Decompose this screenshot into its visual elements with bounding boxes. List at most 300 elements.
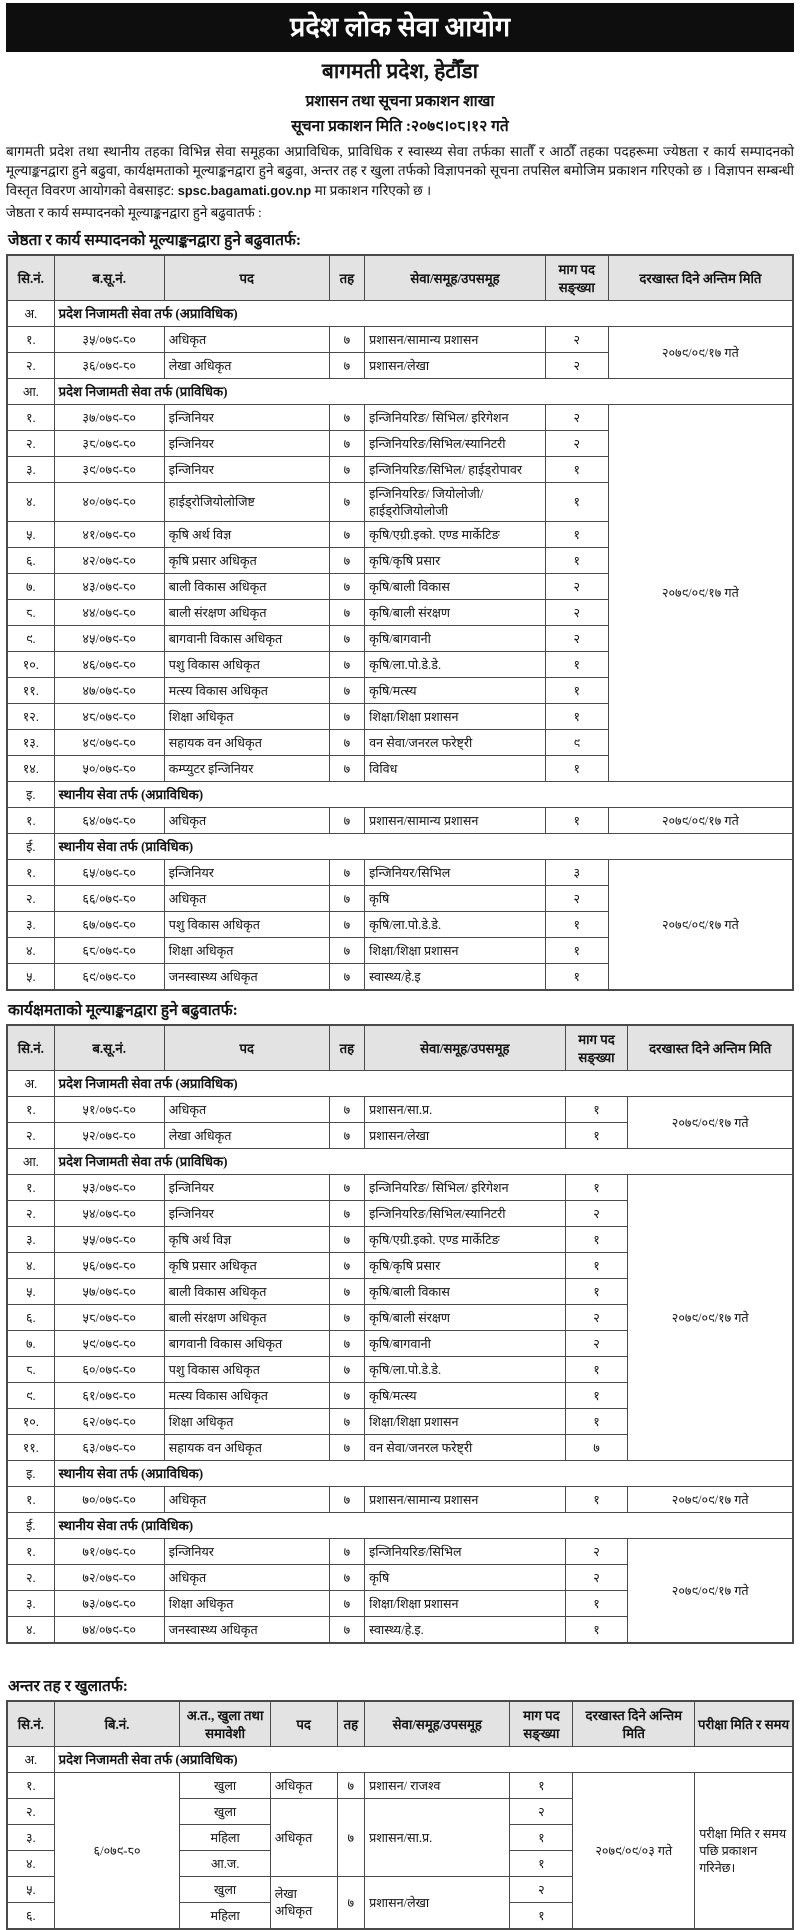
column-header: तह xyxy=(329,1025,364,1071)
table-cell: १ xyxy=(545,755,608,781)
table-cell: ७४/०७९-८० xyxy=(54,1616,164,1643)
table-cell: कृषि/ला.पो.डे.डे. xyxy=(365,911,546,937)
table-cell: परीक्षा मिति र समय पछि प्रकाशन गरिनेछ। xyxy=(695,1772,793,1929)
table-cell: अ. xyxy=(7,1070,54,1096)
table-cell: इन्जिनियरिङ/सिभिल xyxy=(365,1538,565,1564)
column-header: तह xyxy=(329,255,364,301)
table-cell: ५. xyxy=(7,1876,54,1902)
table-cell: आ. xyxy=(7,1148,54,1174)
table-cell: ६९/०७९-८० xyxy=(54,963,164,990)
table-cell: कृषि प्रसार अधिकृत xyxy=(164,547,329,573)
table-cell: ३५/०७९-८० xyxy=(54,326,164,352)
table-cell: इन्जिनियरिङ/सिभिल/स्यानिटरी xyxy=(365,430,546,456)
table-cell: १ xyxy=(510,1772,573,1798)
table-cell: ३. xyxy=(7,1590,54,1616)
table-cell: ४. xyxy=(7,1616,54,1643)
table-cell: ३६/०७९-८० xyxy=(54,352,164,378)
table-cell: बागवानी विकास अधिकृत xyxy=(164,625,329,651)
table-cell: प्रशासन/लेखा xyxy=(365,352,546,378)
table-header-row xyxy=(7,255,793,301)
column-header: ब.सू.नं. xyxy=(54,1025,164,1071)
table-cell: १ xyxy=(545,937,608,963)
table-cell: २ xyxy=(545,352,608,378)
table-cell: २ xyxy=(565,1538,628,1564)
table-cell: सहायक वन अधिकृत xyxy=(164,1434,329,1460)
table-cell: हाईड्रोजियोलोजिष्ट xyxy=(164,482,329,521)
table-cell: इन्जिनियर/सिभिल xyxy=(365,859,546,885)
table-cell: ७ xyxy=(329,404,364,430)
performance-promotion-table-container xyxy=(6,1024,794,1644)
table-cell: ४४/०७९-८० xyxy=(54,599,164,625)
table-cell: २ xyxy=(565,1330,628,1356)
table-cell: ६५/०७९-८० xyxy=(54,859,164,885)
notice-body-text-end: मा प्रकाशन गरिएको छ । xyxy=(311,182,432,198)
table-cell: १ xyxy=(545,651,608,677)
table-cell: ७ xyxy=(329,937,364,963)
table-cell: ७. xyxy=(7,573,54,599)
table-cell: १ xyxy=(545,547,608,573)
table-cell: २ xyxy=(545,599,608,625)
table-cell: ६४/०७९-८० xyxy=(54,807,164,833)
table-cell: इन्जिनियरिङ/ सिभिल/ इरिगेशन xyxy=(365,1174,565,1200)
table-cell: ४२/०७९-८० xyxy=(54,547,164,573)
column-header: सेवा/समूह/उपसमूह xyxy=(365,1025,565,1071)
column-header: माग पद सङ्ख्या xyxy=(545,255,608,301)
table-cell: ७ xyxy=(329,1356,364,1382)
table-cell: आ. xyxy=(7,378,54,404)
table-cell: ७ xyxy=(337,1798,365,1876)
table-cell: १ xyxy=(545,521,608,547)
table-cell: इन्जिनियर xyxy=(164,859,329,885)
table-row xyxy=(7,1174,793,1200)
table-cell: ६३/०७९-८० xyxy=(54,1434,164,1460)
table-cell: ५३/०७९-८० xyxy=(54,1174,164,1200)
table-cell: इ. xyxy=(7,1460,54,1486)
table-cell: कृषि/मत्स्य xyxy=(365,677,546,703)
branch-line: प्रशासन तथा सूचना प्रकाशन शाखा xyxy=(305,93,495,110)
table-cell: ७ xyxy=(337,1876,365,1929)
table-cell: २. xyxy=(7,885,54,911)
table-cell: कृषि/एग्री.इको. एण्ड मार्केटिङ xyxy=(365,521,546,547)
table-cell: कृषि/बाली संरक्षण xyxy=(365,599,546,625)
table-cell: १. xyxy=(7,859,54,885)
table-cell: २०७९/०९/१७ गते xyxy=(628,1096,793,1148)
table-cell: इन्जिनियर xyxy=(164,1200,329,1226)
table-cell: प्रशासन/सामान्य प्रशासन xyxy=(365,1486,565,1512)
table-cell: खुला xyxy=(180,1798,270,1824)
table-row xyxy=(7,859,793,885)
section-title-cell: प्रदेश निजामती सेवा तर्फ (अप्राविधिक) xyxy=(54,1746,793,1772)
table-cell: ७ xyxy=(329,1486,364,1512)
table-cell: आ.ज. xyxy=(180,1850,270,1876)
table-cell: कृषि/मत्स्य xyxy=(365,1382,565,1408)
table-cell: महिला xyxy=(180,1824,270,1850)
table-cell: १ xyxy=(565,1226,628,1252)
table-cell: २ xyxy=(545,885,608,911)
table-cell: ४३/०७९-८० xyxy=(54,573,164,599)
table-row xyxy=(7,1096,793,1122)
table-cell: ५. xyxy=(7,521,54,547)
table-cell: कृषि प्रसार अधिकृत xyxy=(164,1252,329,1278)
column-header: सि.नं. xyxy=(7,255,54,301)
table-cell: १२. xyxy=(7,703,54,729)
table-cell: १. xyxy=(7,1174,54,1200)
table-title-performance-promotion: कार्यक्षमताको मूल्याङ्कनद्वारा हुने बढुवातर्फ: xyxy=(8,1001,238,1019)
column-header: पद xyxy=(270,1701,337,1747)
table-cell: जनस्वास्थ्य अधिकृत xyxy=(164,1616,329,1643)
column-header: परीक्षा मिति र समय xyxy=(695,1701,793,1747)
table-cell: ६८/०७९-८० xyxy=(54,937,164,963)
table-cell: ७ xyxy=(329,1278,364,1304)
table-cell: प्रशासन/सा.प्र. xyxy=(365,1798,510,1876)
table-cell: १. xyxy=(7,326,54,352)
section-row xyxy=(7,1746,793,1772)
table-cell: ५८/०७९-८० xyxy=(54,1304,164,1330)
section-title-cell: प्रदेश निजामती सेवा तर्फ (प्राविधिक) xyxy=(54,1148,793,1174)
table-cell: ४. xyxy=(7,482,54,521)
section-title-cell: प्रदेश निजामती सेवा तर्फ (अप्राविधिक) xyxy=(54,300,793,326)
table-cell: ७२/०७९-८० xyxy=(54,1564,164,1590)
table-cell: प्रशासन/सामान्य प्रशासन xyxy=(365,807,546,833)
table-cell: ६. xyxy=(7,547,54,573)
table-cell: २०७९/०९/१७ गते xyxy=(608,859,793,990)
table-cell: २. xyxy=(7,1122,54,1148)
table-cell: कृषि/बाली विकास xyxy=(365,573,546,599)
table-cell: ३. xyxy=(7,911,54,937)
table-cell: १ xyxy=(545,807,608,833)
section-row xyxy=(7,300,793,326)
table-cell: ४९/०७९-८० xyxy=(54,729,164,755)
table-cell: ७ xyxy=(329,677,364,703)
table-cell: ७ xyxy=(337,1772,365,1798)
table-cell: २०७९/०९/१७ गते xyxy=(628,1538,793,1643)
table-cell: ७ xyxy=(329,547,364,573)
table-cell: १ xyxy=(565,1590,628,1616)
table-header-row xyxy=(7,1701,793,1747)
table-cell: १. xyxy=(7,1096,54,1122)
table-cell: कृषि/ला.पो.डे.डे. xyxy=(365,1356,565,1382)
table-cell: मत्स्य विकास अधिकृत xyxy=(164,677,329,703)
table-cell: १ xyxy=(565,1382,628,1408)
section-row xyxy=(7,833,793,859)
table-cell: अधिकृत xyxy=(164,1096,329,1122)
table-cell: शिक्षा अधिकृत xyxy=(164,703,329,729)
table-cell: कम्प्युटर इन्जिनियर xyxy=(164,755,329,781)
column-header: दरखास्त दिने अन्तिम मिति xyxy=(573,1701,695,1747)
table-cell: ६२/०७९-८० xyxy=(54,1408,164,1434)
table-cell: ५७/०७९-८० xyxy=(54,1278,164,1304)
table-cell: विविध xyxy=(365,755,546,781)
website-url: spsc.bagamati.gov.np xyxy=(177,182,312,198)
table-cell: कृषि/बागवानी xyxy=(365,625,546,651)
column-header: पद xyxy=(164,1025,329,1071)
table-cell: १ xyxy=(565,1408,628,1434)
table-cell: ७ xyxy=(329,1434,364,1460)
table-cell: ३७/०७९-८० xyxy=(54,404,164,430)
org-name: प्रदेश लोक सेवा आयोग xyxy=(289,12,511,42)
table-cell: जनस्वास्थ्य अधिकृत xyxy=(164,963,329,990)
table-cell: २०७९/०९/१७ गते xyxy=(628,1174,793,1460)
table-cell: वन सेवा/जनरल फरेष्ट्री xyxy=(365,1434,565,1460)
table-cell: ७ xyxy=(329,352,364,378)
table-cell: स्वास्थ्य/हे.इ xyxy=(365,963,546,990)
table-cell: २०७९/०९/०३ गते xyxy=(573,1772,695,1929)
table-cell: बाली संरक्षण अधिकृत xyxy=(164,599,329,625)
table-cell: इन्जिनियरिङ/सिभिल/स्यानिटरी xyxy=(365,1200,565,1226)
column-header: दरखास्त दिने अन्तिम मिति xyxy=(608,255,793,301)
table-cell: १. xyxy=(7,1772,54,1798)
table-cell: २ xyxy=(565,1200,628,1226)
column-header: सि.नं. xyxy=(7,1025,54,1071)
table-cell: २ xyxy=(510,1876,573,1902)
table-cell: ११. xyxy=(7,677,54,703)
table-cell: ४१/०७९-८० xyxy=(54,521,164,547)
table-title-interlevel-open: अन्तर तह र खुलातर्फ: xyxy=(8,1677,128,1695)
table-cell: कृषि xyxy=(365,885,546,911)
table-cell: ७ xyxy=(329,430,364,456)
table-cell: ६/०७९-८० xyxy=(54,1772,180,1929)
table-cell: ४. xyxy=(7,937,54,963)
table-row xyxy=(7,326,793,352)
table-header-row xyxy=(7,1025,793,1071)
table-cell: खुला xyxy=(180,1876,270,1902)
table-cell: खुला xyxy=(180,1772,270,1798)
table-cell: ९. xyxy=(7,1382,54,1408)
table-cell: ७ xyxy=(329,599,364,625)
table-cell: ५९/०७९-८० xyxy=(54,1330,164,1356)
column-header: बि.नं. xyxy=(54,1701,180,1747)
table-cell: अ. xyxy=(7,300,54,326)
vacancy-table xyxy=(6,1024,794,1644)
table-cell: ४०/०७९-८० xyxy=(54,482,164,521)
table-cell: ६६/०७९-८० xyxy=(54,885,164,911)
table-cell: २. xyxy=(7,430,54,456)
table-cell: ७१/०७९-८० xyxy=(54,1538,164,1564)
table-cell: ७ xyxy=(329,326,364,352)
column-header: सेवा/समूह/उपसमूह xyxy=(365,1701,510,1747)
section-title-cell: प्रदेश निजामती सेवा तर्फ (अप्राविधिक) xyxy=(54,1070,793,1096)
table-cell: ७ xyxy=(329,1096,364,1122)
table-cell: १. xyxy=(7,807,54,833)
table-cell: २. xyxy=(7,1564,54,1590)
table-cell: १ xyxy=(565,1616,628,1643)
table-cell: ७ xyxy=(329,1590,364,1616)
table-cell: ७ xyxy=(329,755,364,781)
table-cell: शिक्षा अधिकृत xyxy=(164,1408,329,1434)
table-cell: शिक्षा/शिक्षा प्रशासन xyxy=(365,937,546,963)
table-cell: कृषि अर्थ विज्ञ xyxy=(164,521,329,547)
table-cell: ७ xyxy=(565,1434,628,1460)
table-cell: ७. xyxy=(7,1330,54,1356)
table-cell: शिक्षा/शिक्षा प्रशासन xyxy=(365,1590,565,1616)
table-cell: ५५/०७९-८० xyxy=(54,1226,164,1252)
table-cell: ७ xyxy=(329,703,364,729)
table-cell: २ xyxy=(545,404,608,430)
table-cell: १४. xyxy=(7,755,54,781)
column-header: माग पद सङ्ख्या xyxy=(510,1701,573,1747)
table-cell: ७ xyxy=(329,651,364,677)
table-cell: शिक्षा/शिक्षा प्रशासन xyxy=(365,1408,565,1434)
table-cell: ७ xyxy=(329,521,364,547)
table-cell: ७ xyxy=(329,1538,364,1564)
table-cell: इन्जिनियर xyxy=(164,430,329,456)
table-cell: प्रशासन/ राजश्व xyxy=(365,1772,510,1798)
table-cell: ७ xyxy=(329,1252,364,1278)
table-cell: २. xyxy=(7,1798,54,1824)
section-title-cell: स्थानीय सेवा तर्फ (प्राविधिक) xyxy=(54,1512,793,1538)
table-cell: ६०/०७९-८० xyxy=(54,1356,164,1382)
table-row xyxy=(7,1486,793,1512)
intro-line: जेष्ठता र कार्य सम्पादनको मूल्याङ्कनद्वारा हुने बढुवातर्फ : xyxy=(6,204,262,220)
table-cell: अधिकृत xyxy=(164,1564,329,1590)
table-cell: कृषि/कृषि प्रसार xyxy=(365,547,546,573)
table-cell: कृषि अर्थ विज्ञ xyxy=(164,1226,329,1252)
table-cell: कृषि/ला.पो.डे.डे. xyxy=(365,651,546,677)
section-row xyxy=(7,781,793,807)
table-cell: १. xyxy=(7,404,54,430)
table-cell: ७ xyxy=(329,807,364,833)
table-cell: ७ xyxy=(329,1200,364,1226)
table-cell: ४. xyxy=(7,1850,54,1876)
table-cell: कृषि/बाली संरक्षण xyxy=(365,1304,565,1330)
table-cell: १ xyxy=(565,1278,628,1304)
table-title-seniority-promotion: जेष्ठता र कार्य सम्पादनको मूल्याङ्कनद्वारा हुने बढुवातर्फ: xyxy=(8,231,302,249)
seniority-promotion-table-container xyxy=(6,254,794,991)
column-header: पद xyxy=(164,255,329,301)
notice-body-text: बागमती प्रदेश तथा स्थानीय तहका विभिन्न सेवा समूहका अप्राविधिक, प्राविधिक र स्वास्थ्य सेवा तर्फका सातौँ र आठौँ तहका पदहरूमा ज्येष्ठता र कार्य सम्पादनको मूल्याङ्कनद्वारा हुने बढुवा, कार्यक्षमताको मूल्याङ्कनद्वारा हुने बढुवा, अन्तर तह र खुला तर्फको विज्ञापनको सूचना तपसिल बमोजिम प्रकाशन गरिएको छ । विज्ञापन सम्बन्धी विस्तृत विवरण आयोगको वेबसाइट: xyxy=(6,144,794,198)
table-cell: ९ xyxy=(545,729,608,755)
table-cell: इन्जिनियरिङ/ जियोलोजी/ हाईड्रोजियोलोजी xyxy=(365,482,546,521)
table-cell: शिक्षा अधिकृत xyxy=(164,937,329,963)
table-cell: लेखा अधिकृत xyxy=(270,1876,337,1929)
table-cell: अधिकृत xyxy=(164,1486,329,1512)
table-cell: ४८/०७९-८० xyxy=(54,703,164,729)
column-header: सि.नं. xyxy=(7,1701,54,1747)
table-cell: ई. xyxy=(7,1512,54,1538)
table-cell: ६७/०७९-८० xyxy=(54,911,164,937)
table-cell: इन्जिनियर xyxy=(164,404,329,430)
table-cell: २ xyxy=(545,430,608,456)
column-header: सेवा/समूह/उपसमूह xyxy=(365,255,546,301)
table-cell: १ xyxy=(545,482,608,521)
table-cell: ७ xyxy=(329,1564,364,1590)
table-cell: प्रशासन/लेखा xyxy=(365,1876,510,1929)
section-row xyxy=(7,1512,793,1538)
table-cell: १ xyxy=(510,1902,573,1929)
table-cell: बाली संरक्षण अधिकृत xyxy=(164,1304,329,1330)
table-cell: ११. xyxy=(7,1434,54,1460)
table-cell: अ. xyxy=(7,1746,54,1772)
table-cell: १०. xyxy=(7,1408,54,1434)
table-cell: ५२/०७९-८० xyxy=(54,1122,164,1148)
table-cell: स्वास्थ्य/हे.इ. xyxy=(365,1616,565,1643)
table-cell: २०७९/०९/१७ गते xyxy=(608,404,793,781)
table-cell: बाली विकास अधिकृत xyxy=(164,573,329,599)
table-cell: बाली विकास अधिकृत xyxy=(164,1278,329,1304)
table-cell: १ xyxy=(545,456,608,482)
table-cell: अधिकृत xyxy=(164,885,329,911)
table-cell: २ xyxy=(565,1564,628,1590)
column-header: दरखास्त दिने अन्तिम मिति xyxy=(628,1025,793,1071)
table-cell: शिक्षा/शिक्षा प्रशासन xyxy=(365,703,546,729)
table-cell: कृषि/कृषि प्रसार xyxy=(365,1252,565,1278)
table-cell: ७ xyxy=(329,456,364,482)
table-cell: इन्जिनियरिङ/सिभिल/ हाईड्रोपावर xyxy=(365,456,546,482)
table-cell: पशु विकास अधिकृत xyxy=(164,911,329,937)
section-row xyxy=(7,1070,793,1096)
table-cell: २०७९/०९/१७ गते xyxy=(608,326,793,378)
table-cell: २०७९/०९/१७ गते xyxy=(628,1486,793,1512)
table-cell: ५६/०७९-८० xyxy=(54,1252,164,1278)
table-cell: इन्जिनियर xyxy=(164,1174,329,1200)
section-title-cell: स्थानीय सेवा तर्फ (प्राविधिक) xyxy=(54,833,793,859)
table-cell: ५४/०७९-८० xyxy=(54,1200,164,1226)
table-cell: इन्जिनियरिङ/ सिभिल/ इरिगेशन xyxy=(365,404,546,430)
table-cell: कृषि/बागवानी xyxy=(365,1330,565,1356)
section-row xyxy=(7,1460,793,1486)
table-cell: १ xyxy=(545,911,608,937)
table-cell: वन सेवा/जनरल फरेष्ट्री xyxy=(365,729,546,755)
table-cell: ८. xyxy=(7,599,54,625)
table-cell: ७ xyxy=(329,573,364,599)
table-cell: प्रशासन/लेखा xyxy=(365,1122,565,1148)
section-row xyxy=(7,1148,793,1174)
table-cell: १ xyxy=(545,677,608,703)
table-cell: ३. xyxy=(7,1226,54,1252)
table-cell: ७ xyxy=(329,625,364,651)
table-cell: अधिकृत xyxy=(270,1772,337,1798)
table-cell: २ xyxy=(565,1304,628,1330)
table-cell: ७ xyxy=(329,1408,364,1434)
table-cell: ५०/०७९-८० xyxy=(54,755,164,781)
table-cell: ई. xyxy=(7,833,54,859)
table-row xyxy=(7,404,793,430)
table-cell: ७ xyxy=(329,911,364,937)
table-cell: ४५/०७९-८० xyxy=(54,625,164,651)
table-cell: २. xyxy=(7,352,54,378)
table-cell: कृषि/बाली विकास xyxy=(365,1278,565,1304)
table-cell: १ xyxy=(545,703,608,729)
table-cell: ४६/०७९-८० xyxy=(54,651,164,677)
table-cell: १. xyxy=(7,1486,54,1512)
table-cell: १०. xyxy=(7,651,54,677)
table-cell: १ xyxy=(565,1356,628,1382)
table-cell: ७ xyxy=(329,963,364,990)
table-cell: अधिकृत xyxy=(164,807,329,833)
table-cell: ३८/०७९-८० xyxy=(54,430,164,456)
table-cell: पशु विकास अधिकृत xyxy=(164,1356,329,1382)
table-cell: कृषि xyxy=(365,1564,565,1590)
table-cell: १. xyxy=(7,1538,54,1564)
table-cell: ४७/०७९-८० xyxy=(54,677,164,703)
table-cell: लेखा अधिकृत xyxy=(164,352,329,378)
location-line: बागमती प्रदेश, हेटौँडा xyxy=(321,59,479,83)
section-title-cell: स्थानीय सेवा तर्फ (अप्राविधिक) xyxy=(54,1460,793,1486)
section-title-cell: प्रदेश निजामती सेवा तर्फ (प्राविधिक) xyxy=(54,378,793,404)
table-cell: इ. xyxy=(7,781,54,807)
table-cell: १ xyxy=(565,1252,628,1278)
table-cell: मत्स्य विकास अधिकृत xyxy=(164,1382,329,1408)
table-cell: ७ xyxy=(329,1616,364,1643)
table-cell: २ xyxy=(510,1798,573,1824)
table-cell: ९. xyxy=(7,625,54,651)
table-cell: पशु विकास अधिकृत xyxy=(164,651,329,677)
section-title-cell: स्थानीय सेवा तर्फ (अप्राविधिक) xyxy=(54,781,793,807)
table-cell: ७ xyxy=(329,729,364,755)
section-row xyxy=(7,378,793,404)
table-cell: सहायक वन अधिकृत xyxy=(164,729,329,755)
table-cell: २ xyxy=(545,326,608,352)
